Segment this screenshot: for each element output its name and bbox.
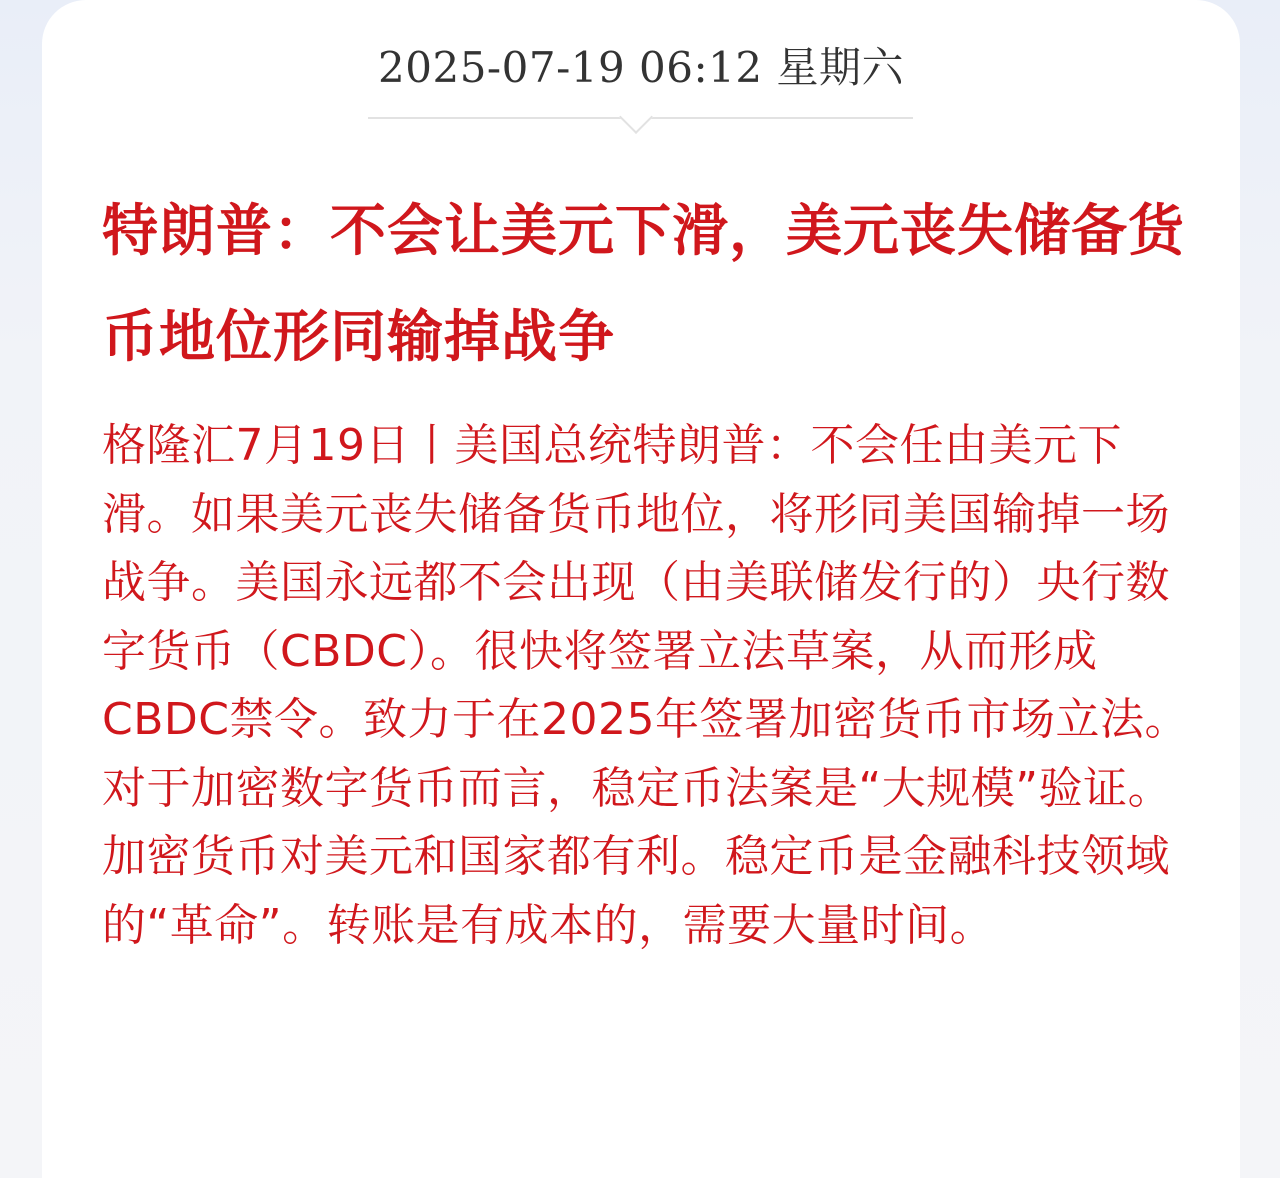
news-card [42,0,1240,1178]
article-body: 格隆汇7月19日丨美国总统特朗普：不会任由美元下滑。如果美元丧失储备货币地位，将形同美国输掉一场战争。美国永远都不会出现（由美联储发行的）央行数字货币（CBDC）。很快将签署立法草案，从而形成CBDC禁令。致力于在2025年签署加密货币市场立法。对于加密数字货币而言，稳定币法案是“大规模”验证。加密货币对美元和国家都有利。稳定币是金融科技领域的“革命”。转账是有成本的，需要大量时间。 [102,420,1189,951]
divider-notch [619,100,653,134]
article-headline: 特朗普：不会让美元下滑，美元丧失储备货币地位形同输掉战争 [102,198,1185,370]
publish-datetime: 2025-07-19 06:12 星期六 [378,43,904,92]
